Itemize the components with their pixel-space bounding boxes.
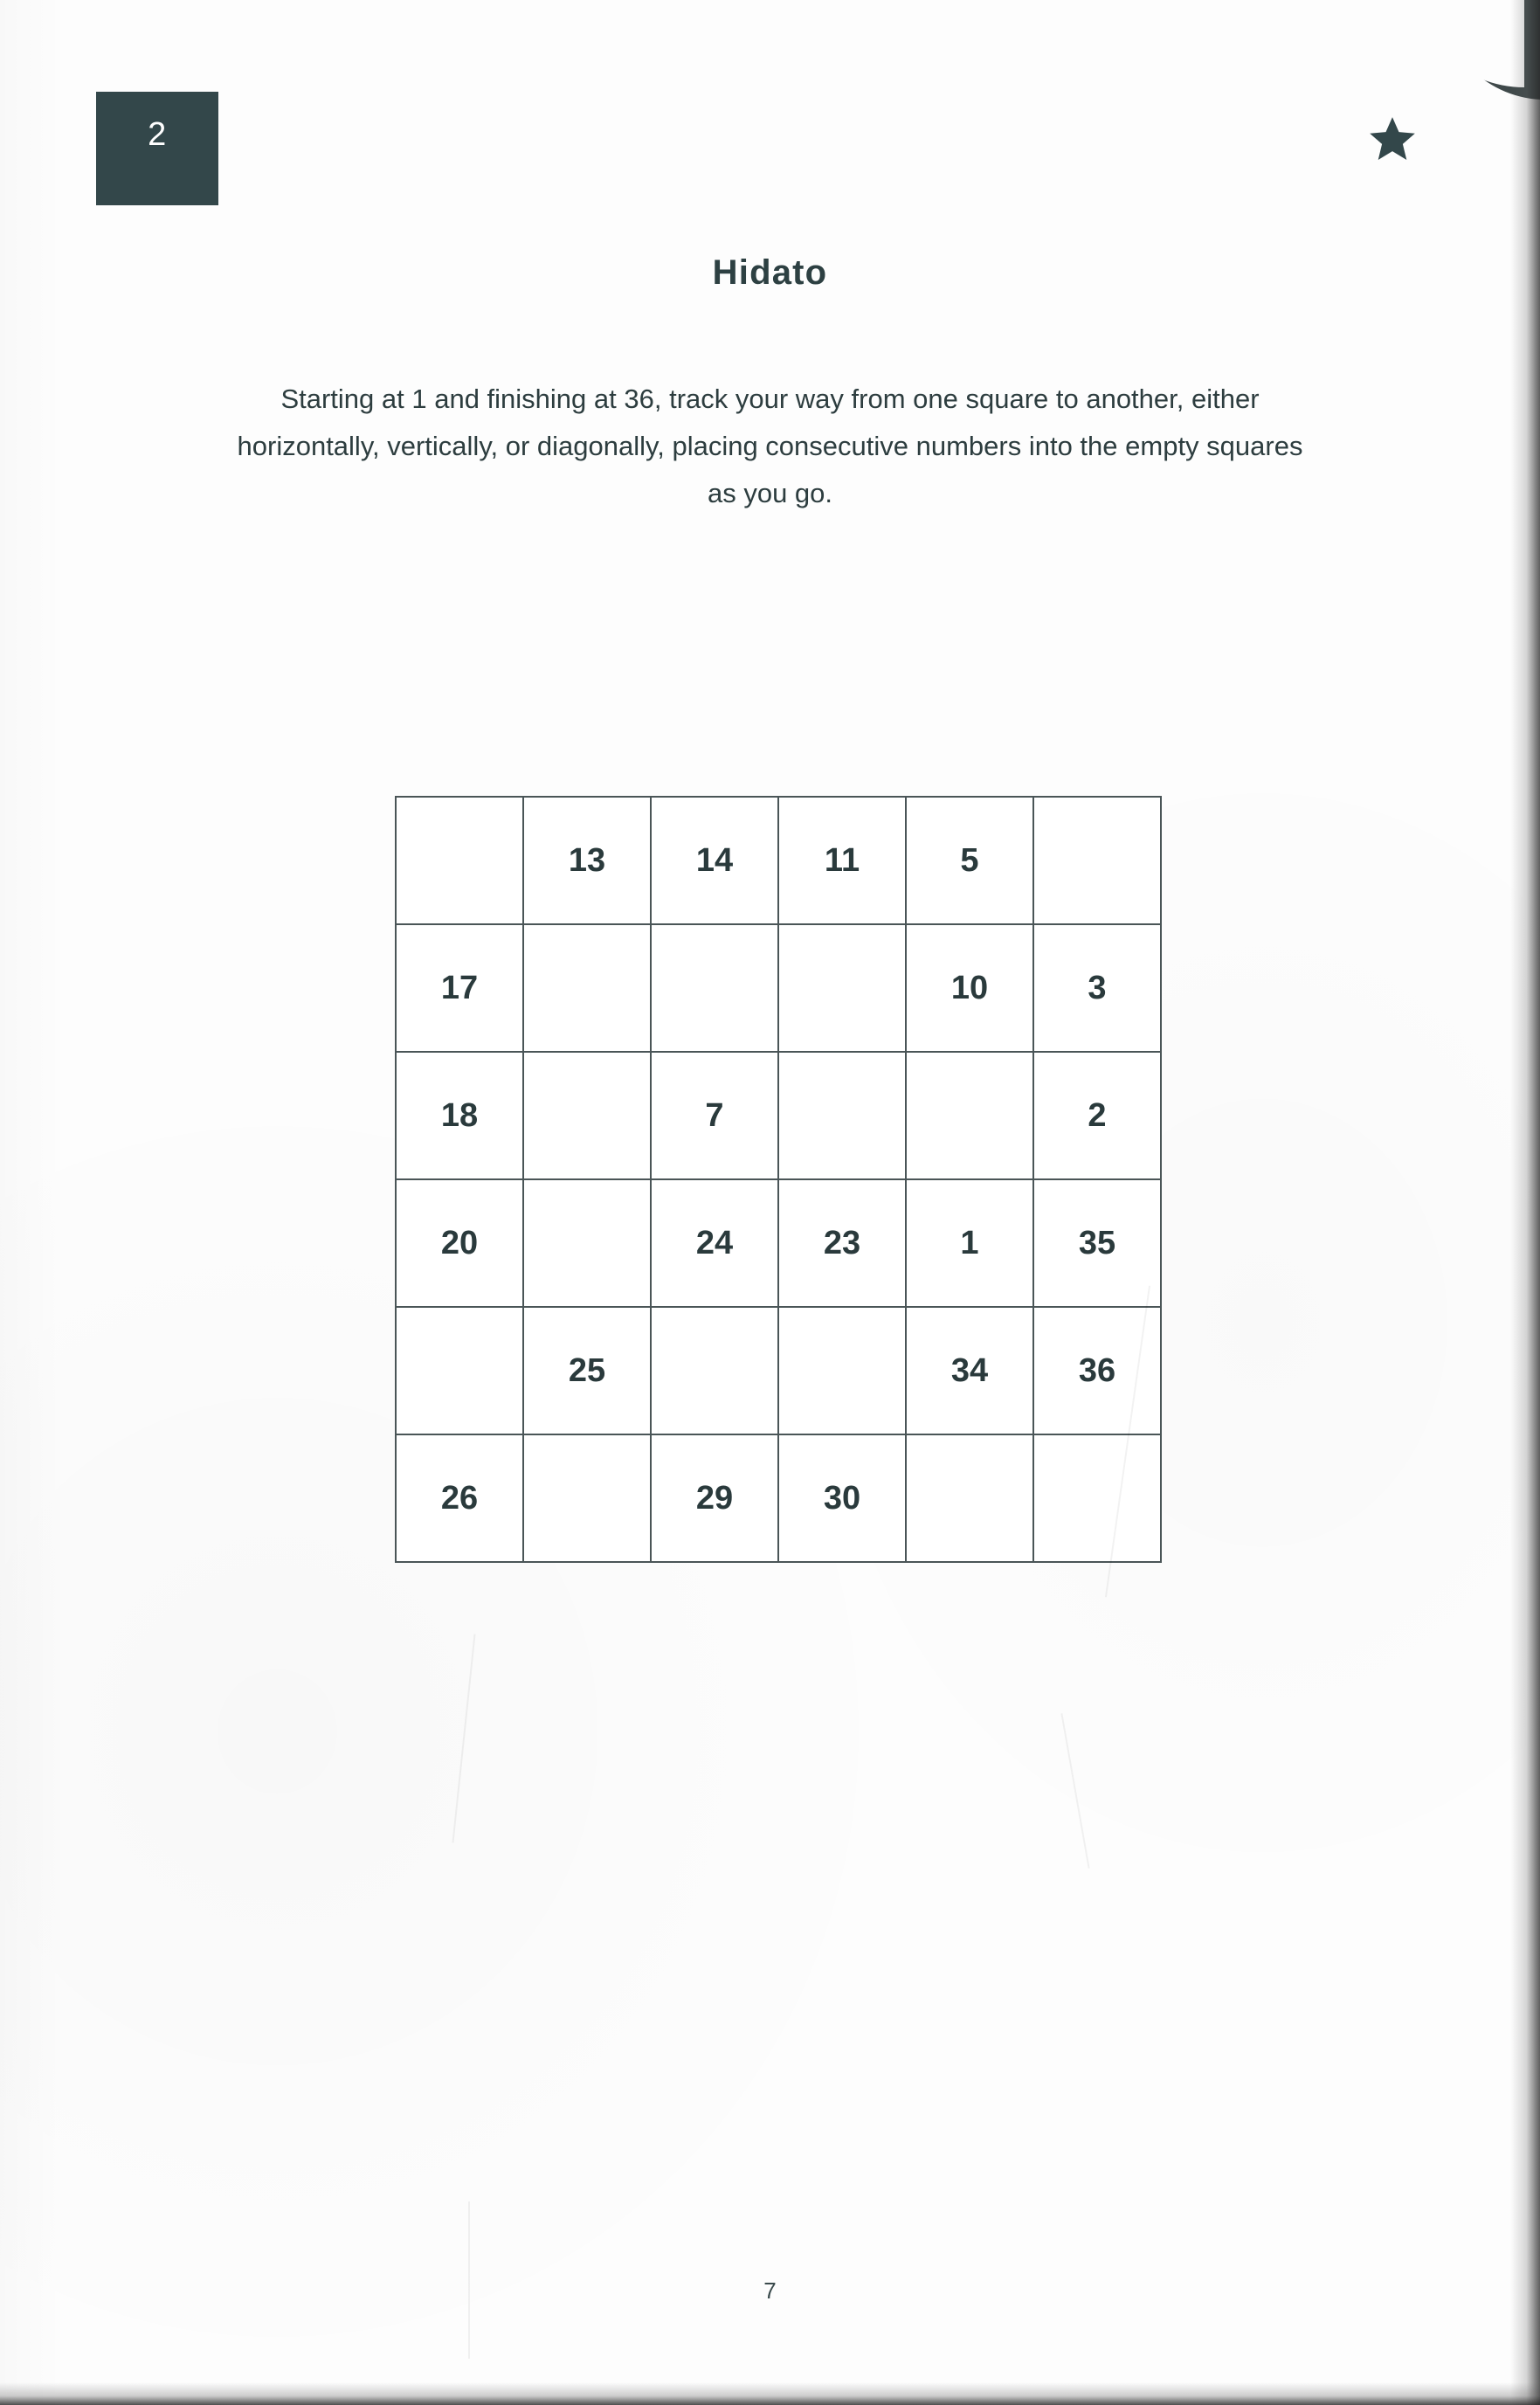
grid-cell[interactable] [396, 1307, 523, 1434]
grid-cell[interactable] [523, 1179, 651, 1307]
hidato-grid [395, 796, 1142, 1543]
page-number: 7 [763, 2277, 777, 2304]
grid-cell[interactable]: 26 [396, 1434, 523, 1562]
grid-cell[interactable]: 5 [906, 797, 1033, 924]
grid-cell[interactable] [906, 1052, 1033, 1179]
grid-cell[interactable]: 35 [1033, 1179, 1161, 1307]
grid-cell[interactable]: 3 [1033, 924, 1161, 1052]
star-icon [1365, 114, 1419, 168]
grid-cell[interactable] [1033, 797, 1161, 924]
table-row [396, 1179, 1161, 1307]
scan-artifact [452, 1634, 475, 1843]
hidato-grid-table [395, 796, 1162, 1563]
grid-cell[interactable]: 25 [523, 1307, 651, 1434]
page-corner-inner [1411, 0, 1524, 87]
grid-cell[interactable]: 11 [778, 797, 906, 924]
grid-cell[interactable]: 34 [906, 1307, 1033, 1434]
hidato-grid-body [396, 797, 1161, 1562]
grid-cell[interactable]: 30 [778, 1434, 906, 1562]
grid-cell[interactable]: 1 [906, 1179, 1033, 1307]
table-row [396, 1434, 1161, 1562]
table-row [396, 1052, 1161, 1179]
page-title: Hidato [712, 253, 828, 292]
grid-cell[interactable] [651, 924, 778, 1052]
scan-artifact [1060, 1713, 1089, 1869]
grid-cell[interactable] [523, 924, 651, 1052]
grid-cell[interactable]: 17 [396, 924, 523, 1052]
grid-cell[interactable] [1033, 1434, 1161, 1562]
grid-cell[interactable]: 23 [778, 1179, 906, 1307]
grid-cell[interactable]: 29 [651, 1434, 778, 1562]
puzzle-instructions: Starting at 1 and finishing at 36, track your way from one square to another, either horizontally, vertically, or diagonally, placing consecutive numbers into the empty squares as you go. [237, 384, 1303, 508]
grid-cell[interactable]: 36 [1033, 1307, 1161, 1434]
table-row [396, 797, 1161, 924]
grid-cell[interactable] [523, 1434, 651, 1562]
puzzle-number-label: 2 [148, 116, 167, 153]
grid-cell[interactable]: 14 [651, 797, 778, 924]
grid-cell[interactable] [778, 1052, 906, 1179]
grid-cell[interactable]: 24 [651, 1179, 778, 1307]
grid-cell[interactable]: 7 [651, 1052, 778, 1179]
grid-cell[interactable] [778, 1307, 906, 1434]
grid-cell[interactable]: 20 [396, 1179, 523, 1307]
grid-cell[interactable] [778, 924, 906, 1052]
grid-cell[interactable]: 10 [906, 924, 1033, 1052]
grid-cell[interactable]: 18 [396, 1052, 523, 1179]
grid-cell[interactable] [651, 1307, 778, 1434]
table-row [396, 924, 1161, 1052]
scan-edge-right [1510, 0, 1540, 2405]
grid-cell[interactable] [396, 797, 523, 924]
grid-cell[interactable] [906, 1434, 1033, 1562]
grid-cell[interactable]: 2 [1033, 1052, 1161, 1179]
puzzle-number-badge [96, 92, 218, 205]
grid-cell[interactable] [523, 1052, 651, 1179]
scan-edge-bottom [0, 2382, 1540, 2405]
table-row [396, 1307, 1161, 1434]
grid-cell[interactable]: 13 [523, 797, 651, 924]
